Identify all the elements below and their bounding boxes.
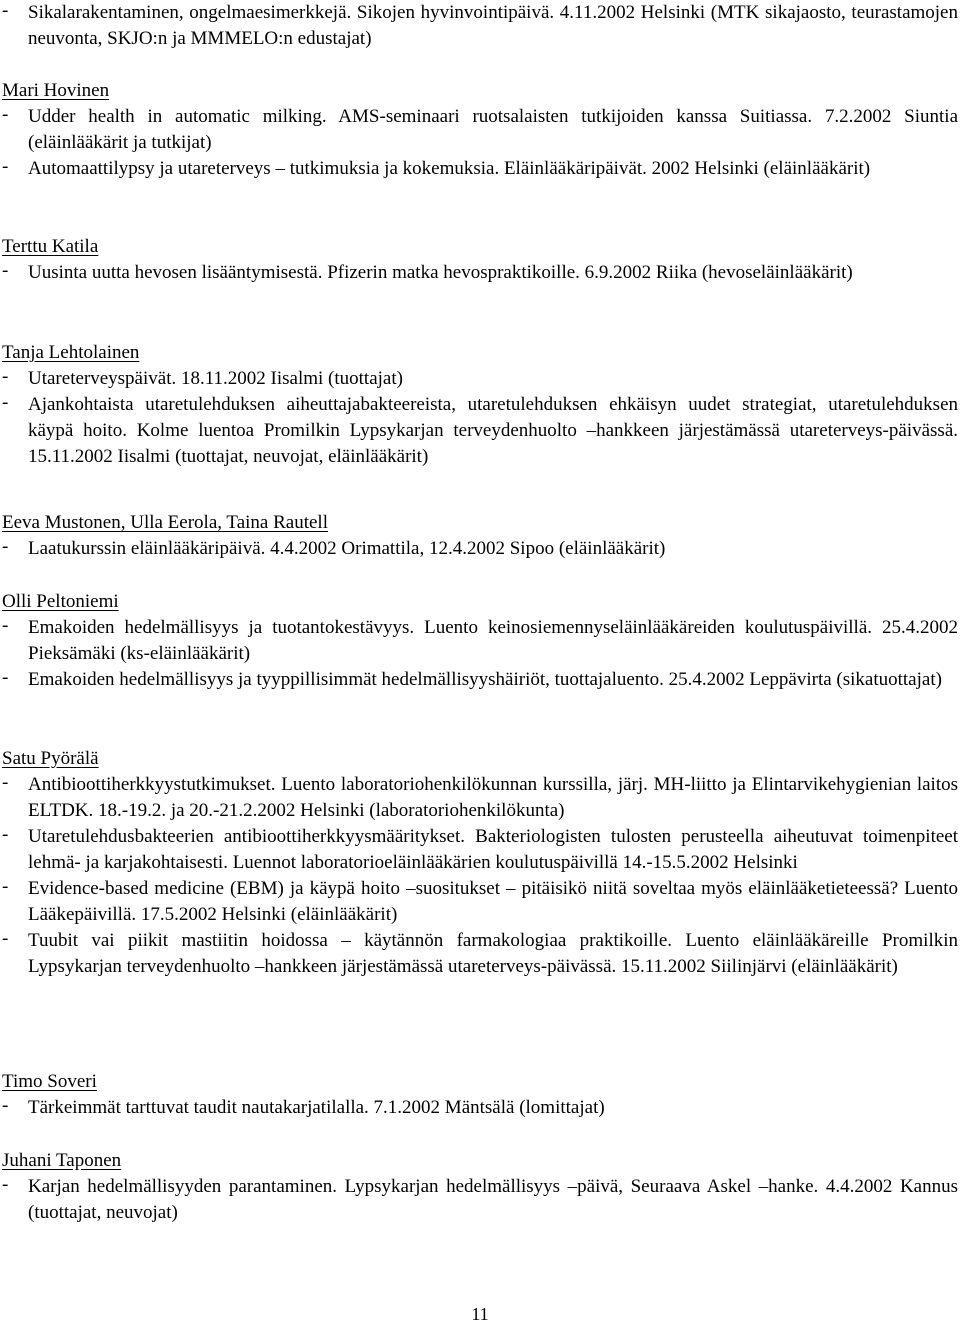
author-name: Eeva Mustonen, Ulla Eerola, Taina Rautell [2, 512, 328, 533]
list-item [2, 1095, 958, 1121]
list-item-text: Uusinta uutta hevosen lisääntymisestä. Pfizerin matka hevospraktikoille. 6.9.2002 Riika (hevoseläinlääkärit) [28, 262, 853, 283]
section-timo-soveri [2, 1069, 958, 1121]
list-item [2, 667, 958, 693]
list-dash: - [2, 392, 9, 413]
list-item [2, 928, 958, 980]
list-item-text: Tärkeimmät tarttuvat taudit nautakarjatilalla. 7.1.2002 Mäntsälä (lomittajat) [28, 1097, 605, 1118]
author-name: Mari Hovinen [2, 80, 110, 101]
list-dash: - [2, 772, 9, 793]
list-item [2, 772, 958, 824]
list-item-text: Evidence-based medicine (EBM) ja käypä hoito –suositukset – pitäisikö niitä soveltaa myös eläinlääketieteessä? Luento Lääkepäivillä. 17.5.2002 Helsinki (eläinlääkärit) [28, 878, 958, 925]
section-satu-pyorala [2, 746, 958, 980]
list-item-text: Udder health in automatic milking. AMS-seminaari ruotsalaisten tutkijoiden kanssa Suitiassa. 7.2.2002 Siuntia (eläinlääkärit ja tutkijat) [28, 106, 958, 153]
list-item-text: Automaattilypsy ja utareterveys – tutkimuksia ja kokemuksia. Eläinlääkäripäivät. 2002 Helsinki (eläinlääkärit) [28, 158, 871, 179]
list-dash: - [2, 536, 9, 557]
list-dash: - [2, 366, 9, 387]
section-juhani-taponen [2, 1148, 958, 1226]
list-item [2, 366, 958, 392]
list-dash: - [2, 1095, 9, 1116]
list-dash: - [2, 104, 9, 125]
list-item-text: Karjan hedelmällisyyden parantaminen. Lypsykarjan hedelmällisyys –päivä, Seuraava Askel –hanke. 4.4.2002 Kannus (tuottajat, neuvojat) [28, 1176, 958, 1223]
list-item [2, 156, 958, 182]
list-item [2, 876, 958, 928]
list-item-text: Tuubit vai piikit mastiitin hoidossa – käytännön farmakologiaa praktikoille. Luento eläinlääkäreille Promilkin Lypsykarjan terveydenhuolto –hankkeen järjestämässä utareterveys-päivässä. 15.11.2002 Siilinjärvi (eläinlääkärit) [28, 930, 958, 977]
section-mustonen-eerola-rautell [2, 510, 958, 562]
list-dash: - [2, 876, 9, 897]
section-terttu-katila [2, 234, 958, 286]
list-item [2, 824, 958, 876]
author-name: Satu Pyörälä [2, 748, 99, 769]
list-item-text: Laatukurssin eläinlääkäripäivä. 4.4.2002 Orimattila, 12.4.2002 Sipoo (eläinlääkärit) [28, 538, 666, 559]
list-item [2, 392, 958, 470]
list-dash: - [2, 0, 9, 21]
list-dash: - [2, 260, 9, 281]
list-item-text: Utareterveyspäivät. 18.11.2002 Iisalmi (tuottajat) [28, 368, 403, 389]
list-item-text: Utaretulehdusbakteerien antibioottiherkkyysmääritykset. Bakteriologisten tulosten perusteella aiheutuvat toimenpiteet lehmä- ja karjakohtaisesti. Luennot laboratorioeläinlääkärien koulutuspäivillä 14.-15.5.2002 Helsinki [28, 826, 958, 873]
author-name: Juhani Taponen [2, 1150, 122, 1171]
section-mari-hovinen [2, 78, 958, 182]
section-olli-peltoniemi [2, 589, 958, 693]
list-item [2, 1174, 958, 1226]
list-dash: - [2, 1174, 9, 1195]
list-item [2, 104, 958, 156]
list-item [2, 260, 958, 286]
list-item-text: Ajankohtaista utaretulehduksen aiheuttajabakteereista, utaretulehduksen ehkäisyn uudet strategiat, utaretulehduksen käypä hoito. Kolme luentoa Promilkin Lypsykarjan terveydenhuolto –hankkeen järjestämässä utareterveys-päivässä. 15.11.2002 Iisalmi (tuottajat, neuvojat, eläinlääkärit) [28, 394, 958, 467]
list-item [2, 0, 958, 52]
section-continuation [2, 0, 958, 52]
list-item-text: Emakoiden hedelmällisyys ja tuotantokestävyys. Luento keinosiemennyseläinlääkäreiden koulutuspäivillä. 25.4.2002 Pieksämäki (ks-eläinlääkärit) [28, 617, 958, 664]
list-dash: - [2, 667, 9, 688]
list-dash: - [2, 156, 9, 177]
author-name: Timo Soveri [2, 1071, 97, 1092]
list-dash: - [2, 824, 9, 845]
author-name: Terttu Katila [2, 236, 99, 257]
list-item [2, 615, 958, 667]
section-tanja-lehtolainen [2, 340, 958, 470]
list-item-text: Antibioottiherkkyystutkimukset. Luento laboratoriohenkilökunnan kurssilla, järj. MH-liitto ja Elintarvikehygienian laitos ELTDK. 18.-19.2. ja 20.-21.2.2002 Helsinki (laboratoriohenkilökunta) [28, 774, 958, 821]
author-name: Tanja Lehtolainen [2, 342, 140, 363]
list-item-text: Sikalarakentaminen, ongelmaesimerkkejä. Sikojen hyvinvointipäivä. 4.11.2002 Helsinki (MTK sikajaosto, teurastamojen neuvonta, SKJO:n ja MMMELO:n edustajat) [28, 2, 958, 49]
page-number: 11 [471, 1304, 489, 1324]
list-item [2, 536, 958, 562]
list-dash: - [2, 615, 9, 636]
author-name: Olli Peltoniemi [2, 591, 119, 612]
list-item-text: Emakoiden hedelmällisyys ja tyyppillisimmät hedelmällisyyshäiriöt, tuottajaluento. 25.4.2002 Leppävirta (sikatuottajat) [28, 669, 942, 690]
list-dash: - [2, 928, 9, 949]
